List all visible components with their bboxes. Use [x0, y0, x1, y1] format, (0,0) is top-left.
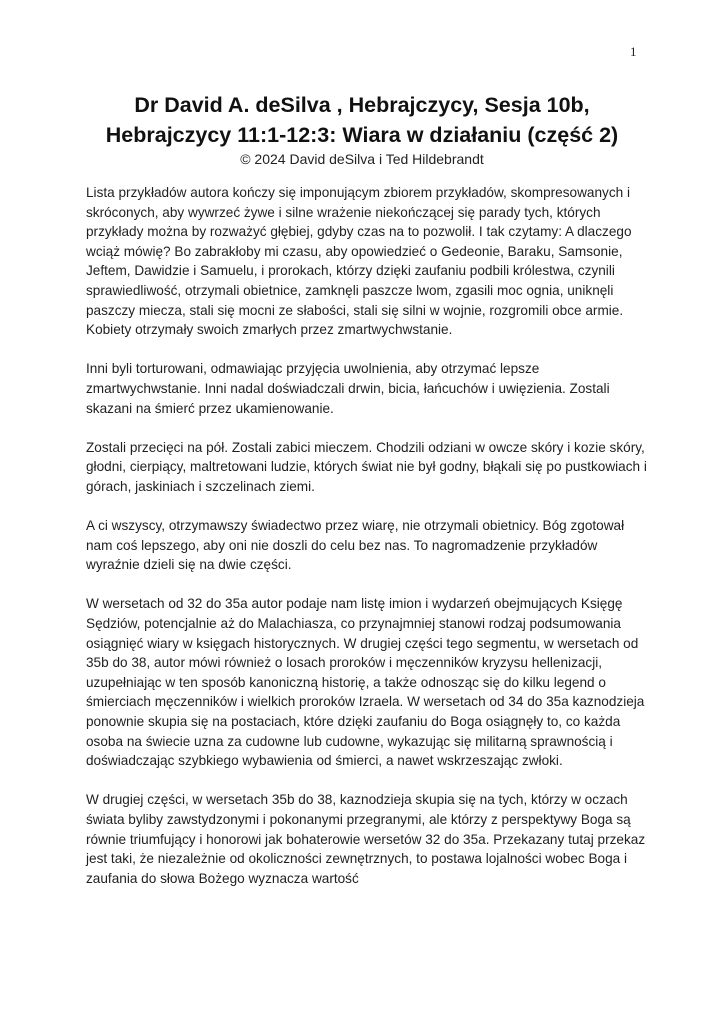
document-title-line-2: Hebrajczycy 11:1-12:3: Wiara w działaniu (część 2) [105, 123, 619, 147]
paragraph: W drugiej części, w wersetach 35b do 38, kaznodzieja skupia się na tych, którzy w oczach świata byliby zawstydzonymi i pokonanymi przegranymi, ale którzy z perspektywy Boga są równie triumfujący i honorowi jak bohaterowie wersetów 32 do 35a. Przekazany tutaj przekaz jest taki, że niezależnie od okoliczności zewnętrznych, to postawa lojalności wobec Boga i zaufania do słowa Bożego wyznacza wartość [86, 792, 646, 886]
paragraph: W wersetach od 32 do 35a autor podaje nam listę imion i wydarzeń obejmujących Księgę Sędziów, potencjalnie aż do Malachiasza, co przynajmniej stanowi rodzaj podsumowania osiągnięć wiary w księgach historycznych. W drugiej części tego segmentu, w wersetach od 35b do 38, autor mówi również o losach proroków i męczenników kryzysu hellenizacji, uzupełniając w ten sposób kanoniczną historię, a także odnosząc się do kilku legend o śmierciach męczenników i wielkich proroków Izraela. W wersetach od 34 do 35a kaznodzieja ponownie skupia się na postaciach, które dzięki zaufaniu do Boga osiągnęły to, co każda osoba na świecie uzna za cudowne lub cudowne, wykazując się militarną sprawnością i doświadczając szybkiego wybawienia od śmierci, a nawet wskrzeszając zwłoki. [86, 596, 645, 769]
document-title-line-1: Dr David A. deSilva , Hebrajczycy, Sesja 10b, [134, 93, 590, 117]
page-number: 1 [630, 44, 637, 59]
copyright-line: © 2024 David deSilva i Ted Hildebrandt [240, 151, 484, 167]
document-header [60, 90, 664, 168]
paragraph: A ci wszyscy, otrzymawszy świadectwo przez wiarę, nie otrzymali obietnicy. Bóg zgotował nam coś lepszego, aby oni nie doszli do celu bez nas. To nagromadzenie przykładów wyraźnie dzieli się na dwie części. [86, 518, 625, 573]
document-body [86, 183, 654, 908]
paragraph: Lista przykładów autora kończy się imponującym zbiorem przykładów, skompresowanych i skróconych, aby wywrzeć żywe i silne wrażenie niekończącej się parady tych, których przykłady można by rozważyć głębiej, gdyby czas na to pozwolił. I tak czytamy: A dlaczego wciąż mówię? Bo zabrakłoby mi czasu, aby opowiedzieć o Gedeonie, Baraku, Samsonie, Jeftem, Dawidzie i Samuelu, i prorokach, którzy dzięki zaufaniu podbili królestwa, czynili sprawiedliwość, otrzymali obietnice, zamknęli paszcze lwom, zgasili moc ognia, uniknęli paszczy miecza, stali się mocni ze słabości, stali się silni w wojnie, rozgromili obce armie. Kobiety otrzymały swoich zmarłych przez zmartwychwstanie. [86, 185, 632, 338]
paragraph: Zostali przecięci na pół. Zostali zabici mieczem. Chodzili odziani w owcze skóry i kozie skóry, głodni, cierpiący, maltretowani ludzie, których świat nie był godny, błąkali się po pustkowiach i górach, jaskiniach i szczelinach ziemi. [86, 439, 647, 494]
paragraph: Inni byli torturowani, odmawiając przyjęcia uwolnienia, aby otrzymać lepsze zmartwychwstanie. Inni nadal doświadczali drwin, bicia, łańcuchów i uwięzienia. Zostali skazani na śmierć przez ukamienowanie. [86, 361, 610, 416]
